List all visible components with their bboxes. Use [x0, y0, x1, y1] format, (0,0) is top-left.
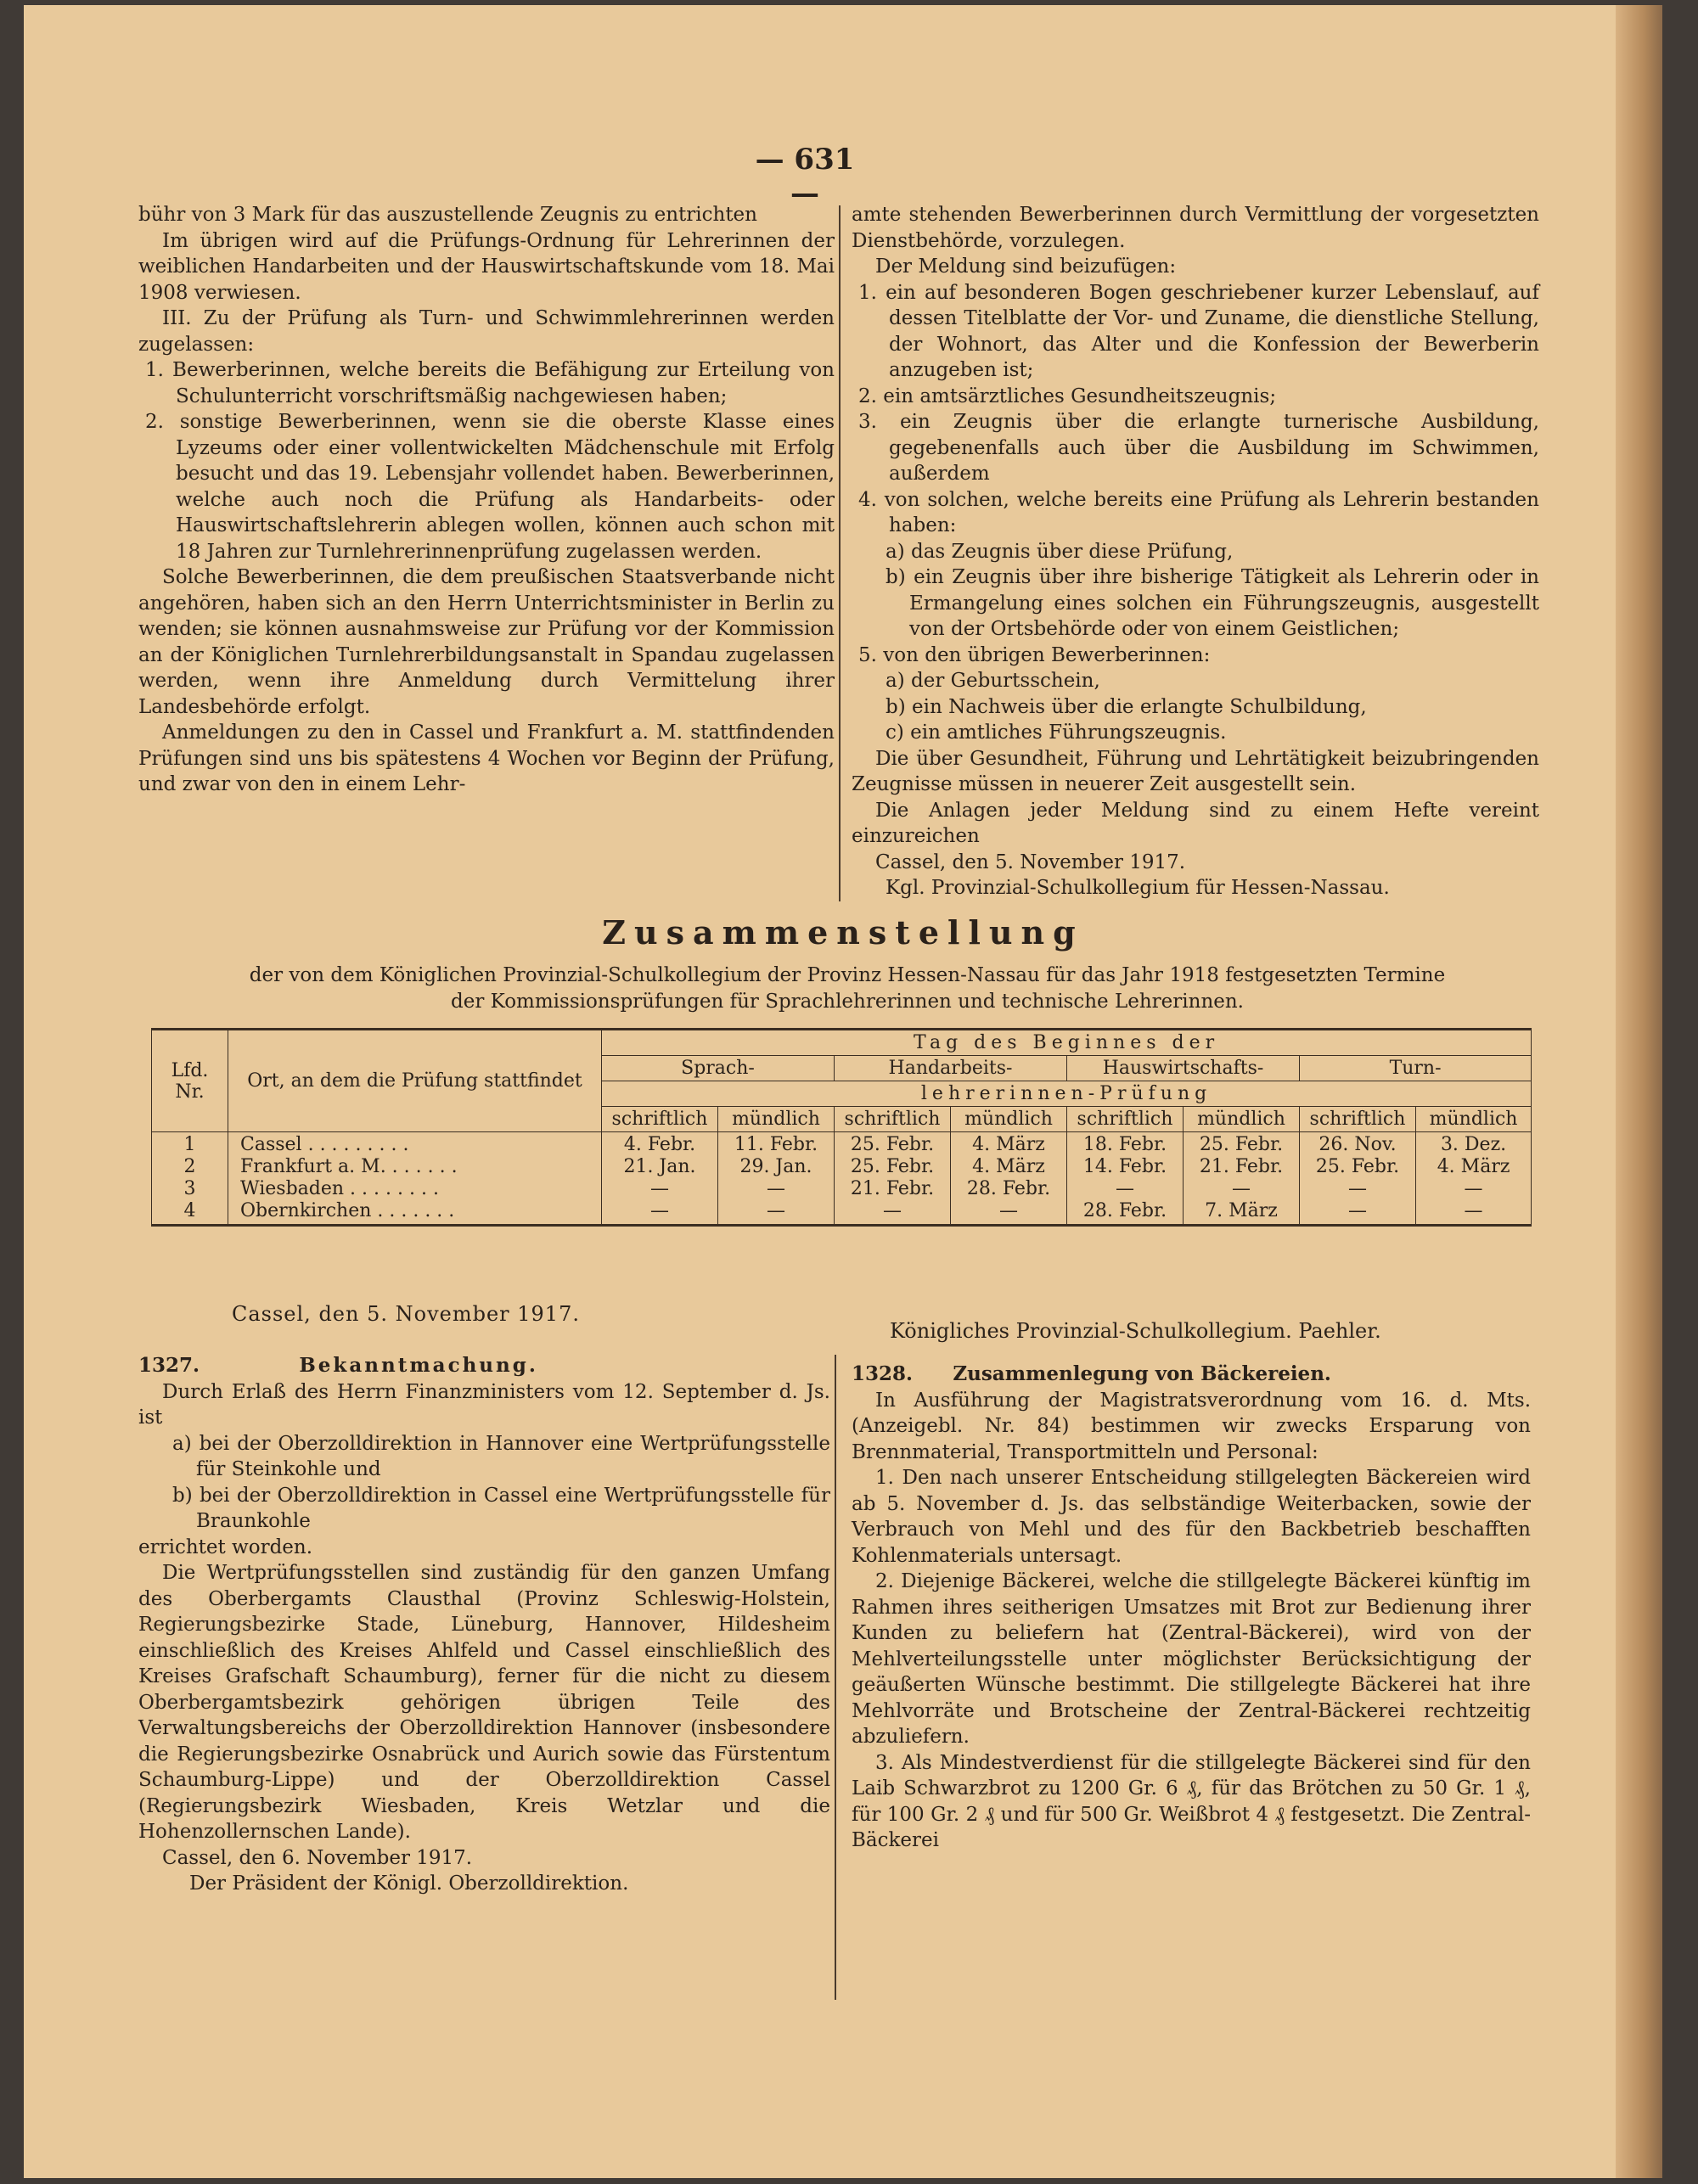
table-subtitle — [151, 963, 1543, 1015]
paragraph: Solche Bewerberinnen, die dem preußischen Staatsverbande nicht angehören, haben sich an den Herrn Unterrichtsminister in Berlin zu wenden; sie können ausnahmsweise zur Prüfung vor der Kommission an der Königlichen Turnlehrerbildungsanstalt in Spandau zugelassen werden, wenn ihre Anmeldung durch Vermittelung ihrer Landesbehörde erfolgt. — [138, 566, 835, 718]
section-title: Bekanntmachung. — [299, 1354, 538, 1377]
header-lfd-nr — [152, 1030, 228, 1132]
dates-turn-schriftlich: 26. Nov. 25. Febr. — — — [1300, 1132, 1416, 1226]
places-cell — [228, 1132, 602, 1226]
upper-right-column — [852, 202, 1539, 901]
sub-list-item: c) ein amtliches Führungszeugnis. — [886, 721, 1227, 744]
list-item: 1. ein auf besonderen Bogen geschriebener kurzer Lebenslauf, auf dessen Titelblatte der Vor- und Zuname, die dienstliche Stellung, der Wohnort, das Alter und die Konfession der Bewerberin anzugeben ist; — [858, 281, 1539, 381]
exam-schedule-table — [151, 1028, 1532, 1227]
date-line: Cassel, den 5. November 1917. — [875, 851, 1186, 873]
table-date-line: Cassel, den 5. November 1917. — [232, 1302, 580, 1326]
column-divider — [835, 1355, 836, 2000]
place-name: Obernkirchen . . . . . . . — [240, 1200, 455, 1221]
date-line: Cassel, den 6. November 1917. — [162, 1846, 473, 1869]
sub-list-item: a) bei der Oberzolldirektion in Hannover eine Wertprüfungsstelle für Steinkohle und — [172, 1432, 830, 1480]
sub-list-item: b) ein Zeugnis über ihre bisherige Tätigkeit als Lehrerin oder in Ermangelung eines solchen ein Führungszeugnis, ausgestellt von der Ortsbehörde oder von einem Geistlichen; — [886, 566, 1539, 640]
paragraph: 1. Den nach unserer Entscheidung stillgelegten Bäckereien wird ab 5. November d. Js. das selbständige Weiterbacken, sowie der Verbrauch von Mehl und des für den Backbetrieb beschafften Kohlenmaterials untersagt. — [852, 1467, 1531, 1567]
header-nr: Nr. — [175, 1081, 205, 1103]
dates-hauswirtschafts-muendlich: 25. Febr. 21. Febr. — 7. März — [1184, 1132, 1300, 1226]
dates-sprach-schriftlich: 4. Febr. 21. Jan. — — — [602, 1132, 718, 1226]
row-numbers: 1 2 3 4 — [152, 1132, 228, 1226]
section-title: Zusammenlegung von Bäckereien. — [953, 1362, 1331, 1385]
list-item: 4. von solchen, welche bereits eine Prüfung als Lehrerin bestanden haben: — [858, 488, 1539, 536]
paragraph: Die Anlagen jeder Meldung sind zu einem Hefte vereint einzureichen — [852, 799, 1539, 847]
place-name: Wiesbaden . . . . . . . . — [240, 1178, 439, 1199]
section-1327 — [138, 1353, 830, 1897]
dates-sprach-muendlich: 11. Febr. 29. Jan. — — — [718, 1132, 835, 1226]
place-name: Cassel . . . . . . . . . — [240, 1134, 409, 1155]
header-muendlich: mündlich — [951, 1107, 1067, 1132]
header-turn: Turn- — [1300, 1056, 1532, 1081]
section-heading: III. Zu der Prüfung als Turn- und Schwimmlehrerinnen werden zugelassen: — [138, 307, 835, 356]
dates-hauswirtschafts-schriftlich: 18. Febr. 14. Febr. — 28. Febr. — [1067, 1132, 1184, 1226]
paragraph: Anmeldungen zu den in Cassel und Frankfurt a. M. stattfindenden Prüfungen sind uns bis spätestens 4 Wochen vor Beginn der Prüfung, und zwar von den in einem Lehr- — [138, 721, 835, 795]
list-item: 1. Bewerberinnen, welche bereits die Befähigung zur Erteilung von Schulunterricht vorschriftsmäßig nachgewiesen haben; — [145, 359, 835, 407]
table-signature: Königliches Provinzial-Schulkollegium. Paehler. — [890, 1319, 1381, 1343]
paragraph: errichtet worden. — [138, 1536, 313, 1558]
list-item: 2. ein amtsärztliches Gesundheitszeugnis; — [858, 385, 1277, 407]
list-item: 5. von den übrigen Bewerberinnen: — [858, 643, 1211, 666]
paragraph: Durch Erlaß des Herrn Finanzministers vom 12. September d. Js. ist — [138, 1380, 830, 1429]
paragraph: Im übrigen wird auf die Prüfungs-Ordnung für Lehrerinnen der weiblichen Handarbeiten und der Hauswirtschaftskunde vom 18. Mai 1908 verwiesen. — [138, 229, 835, 304]
signature: Kgl. Provinzial-Schulkollegium für Hessen-Nassau. — [886, 877, 1390, 899]
book-spine — [1616, 5, 1662, 2178]
document-page — [24, 5, 1662, 2178]
sub-list-item: a) der Geburtsschein, — [886, 670, 1100, 692]
subtitle-line: der Kommissionsprüfungen für Sprachlehrerinnen und technische Lehrerinnen. — [450, 991, 1244, 1013]
section-number: 1328. — [852, 1362, 914, 1385]
section-1328 — [852, 1361, 1531, 1854]
header-lfd: Lfd. — [171, 1059, 209, 1081]
subtitle-line: der von dem Königlichen Provinzial-Schulkollegium der Provinz Hessen-Nassau für das Jahr 1918 festgesetzten Termine — [249, 964, 1446, 986]
signature: Der Präsident der Königl. Oberzolldirektion. — [189, 1872, 629, 1895]
column-divider — [839, 205, 841, 901]
list-item: 2. sonstige Bewerberinnen, wenn sie die oberste Klasse eines Lyzeums oder einer vollentwickelten Mädchenschule mit Erfolg besucht und das 19. Lebensjahr vollendet haben. Bewerberinnen, welche auch noch die Prüfung als Handarbeits- oder Hauswirtschaftslehrerin ablegen wollen, können auch schon mit 18 Jahren zur Turnlehrerinnenprüfung zugelassen werden. — [145, 411, 835, 563]
header-muendlich: mündlich — [1184, 1107, 1300, 1132]
sub-list-item: b) ein Nachweis über die erlangte Schulbildung, — [886, 695, 1367, 718]
header-schriftlich: schriftlich — [602, 1107, 718, 1132]
header-sprach: Sprach- — [602, 1056, 835, 1081]
paragraph: 2. Diejenige Bäckerei, welche die stillgelegte Bäckerei künftig im Rahmen ihres seitherigen Umsatzes mit Brot zur Bedienung ihrer Kunden zu beliefern hat (Zentral-Bäckerei), wird von der Mehlverteilungsstelle unter möglichster Berücksichtigung der geäußerten Wünsche bestimmt. Die stillgelegte Bäckerei hat ihre Mehlvorräte und Brotscheine der Zentral-Bäckerei rechtzeitig abzuliefern. — [852, 1570, 1531, 1748]
header-hauswirtschafts: Hauswirtschafts- — [1067, 1056, 1300, 1081]
dates-handarbeits-schriftlich: 25. Febr. 25. Febr. 21. Febr. — — [835, 1132, 951, 1226]
section-header — [852, 1361, 1531, 1388]
paragraph: Der Meldung sind beizufügen: — [875, 255, 1177, 278]
header-handarbeits: Handarbeits- — [835, 1056, 1067, 1081]
table-title: Zusammenstellung — [602, 913, 1084, 952]
section-number: 1327. — [138, 1354, 200, 1377]
header-muendlich: mündlich — [1416, 1107, 1532, 1132]
paragraph: In Ausführung der Magistratsverordnung vom 16. d. Mts. (Anzeigebl. Nr. 84) bestimmen wir zwecks Ersparung von Brennmaterial, Transportmitteln und Personal: — [852, 1389, 1531, 1463]
header-ort: Ort, an dem die Prüfung stattfindet — [228, 1030, 602, 1132]
sub-list-item: a) das Zeugnis über diese Prüfung, — [886, 540, 1234, 563]
paragraph: Die Wertprüfungsstellen sind zuständig für den ganzen Umfang des Oberbergamts Clausthal (Provinz Schleswig-Holstein, Regierungsbezirke Stade, Lüneburg, Hannover, Hildesheim einschließlich des Kreises Ahlfeld und Cassel einschließlich des Kreises Grafschaft Schaumburg), ferner für die nicht zu diesem Oberbergamtsbezirk gehörigen übrigen Teile des Verwaltungsbereichs der Oberzolldirektion Hannover (insbesondere die Regierungsbezirke Osnabrück und Aurich sowie das Fürstentum Schaumburg-Lippe) und der Oberzolldirektion Cassel (Regierungsbezirk Wiesbaden, Kreis Wetzlar und die Hohenzollernschen Lande). — [138, 1562, 830, 1843]
place-name: Frankfurt a. M. . . . . . . — [240, 1156, 458, 1177]
dates-turn-muendlich: 3. Dez. 4. März — — — [1416, 1132, 1532, 1226]
upper-left-column — [138, 202, 835, 798]
dates-handarbeits-muendlich: 4. März 4. März 28. Febr. — — [951, 1132, 1067, 1226]
paragraph: 3. Als Mindestverdienst für die stillgelegte Bäckerei sind für den Laib Schwarzbrot zu 1200 Gr. 6 ₰, für das Brötchen zu 50 Gr. 1 ₰, für 100 Gr. 2 ₰ und für 500 Gr. Weißbrot 4 ₰ festgesetzt. Die Zentral-Bäckerei — [852, 1751, 1531, 1851]
page-number: — 631 — — [755, 143, 855, 211]
header-schriftlich: schriftlich — [1300, 1107, 1416, 1132]
header-muendlich: mündlich — [718, 1107, 835, 1132]
sub-list-item: b) bei der Oberzolldirektion in Cassel eine Wertprüfungsstelle für Braunkohle — [172, 1484, 830, 1532]
paragraph: Die über Gesundheit, Führung und Lehrtätigkeit beizubringenden Zeugnisse müssen in neuerer Zeit ausgestellt sein. — [852, 747, 1539, 795]
header-lehrerinnen-pruefung: lehrerinnen-Prüfung — [602, 1081, 1532, 1107]
paragraph: amte stehenden Bewerberinnen durch Vermittlung der vorgesetzten Dienstbehörde, vorzulegen. — [852, 204, 1539, 252]
header-tag: Tag des Beginnes der — [602, 1030, 1532, 1056]
section-header — [138, 1353, 830, 1379]
header-schriftlich: schriftlich — [835, 1107, 951, 1132]
header-schriftlich: schriftlich — [1067, 1107, 1184, 1132]
paragraph: bühr von 3 Mark für das auszustellende Zeugnis zu entrichten — [138, 204, 757, 226]
list-item: 3. ein Zeugnis über die erlangte turnerische Ausbildung, gegebenenfalls auch über die Ausbildung im Schwimmen, außerdem — [858, 411, 1539, 485]
